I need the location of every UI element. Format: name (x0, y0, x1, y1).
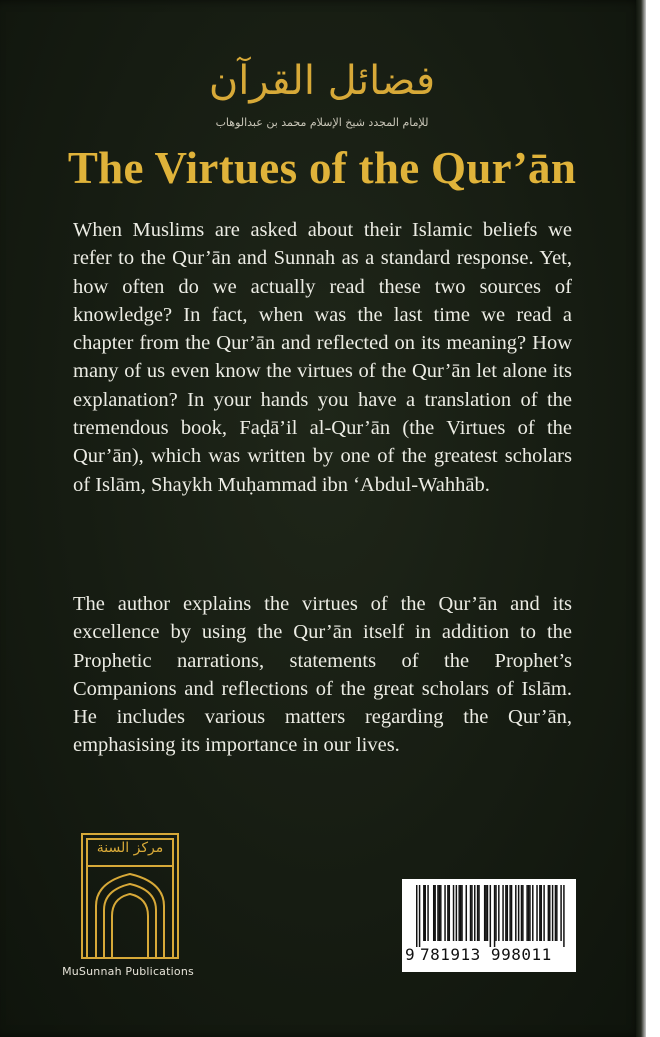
barcode-bar (419, 885, 420, 947)
barcode-bar (456, 885, 457, 941)
barcode-bar (549, 885, 550, 941)
barcode-bar (539, 885, 540, 941)
publisher-name: MuSunnah Publications (62, 965, 194, 978)
isbn-digits: 781913 998011 (420, 945, 552, 964)
barcode-bar (470, 885, 471, 941)
barcode-bar (552, 885, 553, 941)
barcode-bar (526, 885, 527, 941)
book-title: The Virtues of the Qur’ān (67, 143, 577, 193)
barcode-bar (521, 885, 522, 941)
barcode-bar (427, 885, 428, 941)
barcode-bar (532, 885, 533, 941)
barcode-bar (487, 885, 488, 941)
barcode-bar (434, 885, 435, 941)
barcode-bar (543, 885, 544, 941)
barcode-bar (498, 885, 499, 941)
barcode-bar (507, 885, 508, 941)
barcode-bar (522, 885, 523, 941)
barcode-bar (461, 885, 462, 941)
barcode-bar (433, 885, 434, 941)
barcode-bar (505, 885, 506, 941)
publisher-arabic-name: مركز السنة (96, 840, 164, 856)
barcode-bar (466, 885, 467, 941)
barcode-bar (424, 885, 425, 941)
barcode-bar (471, 885, 472, 941)
barcode-bars (416, 885, 566, 947)
barcode-bar (515, 885, 516, 941)
barcode-bar (444, 885, 445, 941)
barcode-bar (509, 885, 510, 941)
barcode-bar (529, 885, 530, 941)
barcode-bar (460, 885, 461, 941)
publisher-logo (74, 830, 186, 960)
barcode-bar (423, 885, 424, 941)
arabic-subtitle: للإمام المجدد شيخ الإسلام محمد بن عبدالوهاب (215, 116, 429, 129)
barcode-bar (416, 885, 417, 947)
barcode-bar (484, 885, 485, 941)
barcode-bar (528, 885, 529, 941)
isbn-lead-digit: 9 (405, 945, 415, 964)
barcode-bar (439, 885, 440, 941)
barcode-bar (536, 885, 537, 941)
barcode-bar (502, 885, 503, 941)
barcode-bar (474, 885, 475, 941)
barcode-bar (453, 885, 454, 941)
barcode-bar (477, 885, 478, 941)
description-paragraph-2: The author explains the virtues of the Qur’ān and its excellence by using the Qur’ān itself in addition to the Prophetic narrations, statements of the Prophet’s Companions and reflections of the great scholars of Islām. He includes various matters regarding the Qur’ān, emphasising its importance in our lives. (73, 593, 572, 757)
barcode-bar (449, 885, 450, 941)
barcode-bar (447, 885, 448, 941)
arabic-title: فضائل القرآن (208, 58, 436, 104)
barcode-bar (490, 885, 491, 947)
barcode-bar (555, 885, 556, 941)
isbn-barcode (402, 879, 576, 972)
barcode-bar (495, 885, 496, 941)
barcode-bar (494, 885, 495, 947)
barcode-bar (560, 885, 561, 941)
description-paragraph-1: When Muslims are asked about their Islamic beliefs we refer to the Qur’ān and Sunnah as a standard response. Yet, how often do we actually read these two sources of knowledge? In fact, when was the last time we read a chapter from the Qur’ān and reflected on its meaning? How many of us even know the virtues of the Qur’ān let alone its explanation? In your hands you have a translation of the tremendous book, Faḍā’il al-Qur’ān (the Virtues of the Qur’ān), which was written by one of the greatest scholars of Islām, Shaykh Muḥammad ibn ‘Abdul-Wahhāb. (73, 219, 572, 496)
barcode-bar (541, 885, 542, 941)
barcode-bar (556, 885, 557, 941)
barcode-bar (437, 885, 438, 941)
barcode-bar (440, 885, 441, 941)
barcode-bar (518, 885, 519, 941)
barcode-bar (548, 885, 549, 941)
barcode-bar (511, 885, 512, 941)
barcode-bar (478, 885, 479, 941)
cover-edge (636, 0, 646, 1037)
barcode-bar (563, 885, 564, 947)
barcode-bar (485, 885, 486, 941)
barcode-bar (458, 885, 459, 941)
